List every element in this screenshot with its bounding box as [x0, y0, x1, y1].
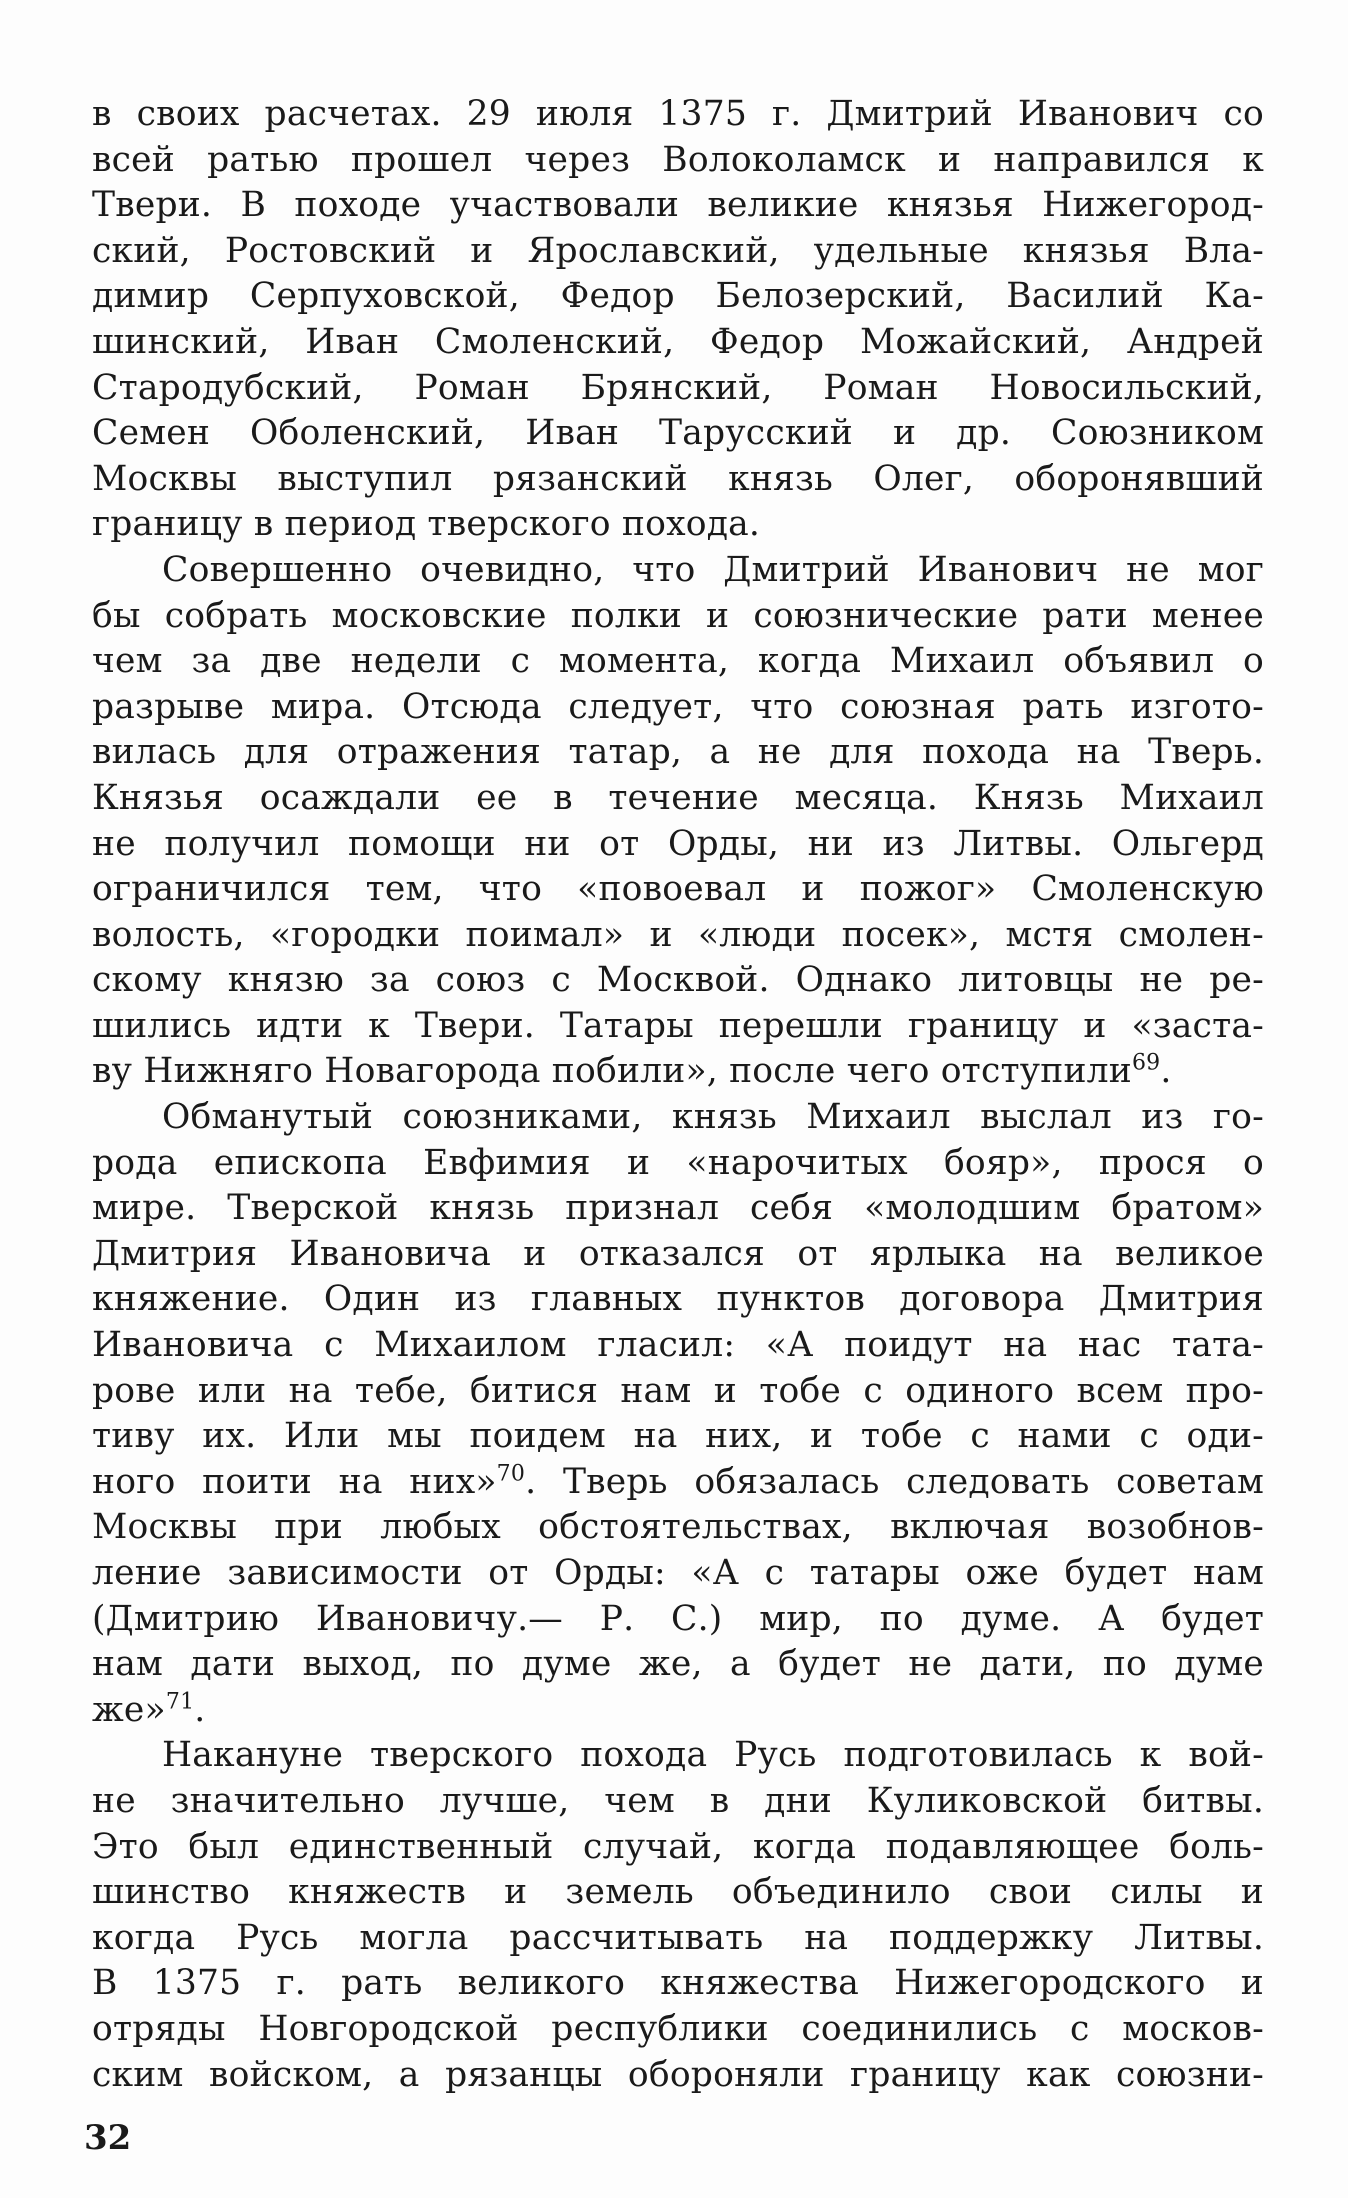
- line-text: Семен Оболенский, Иван Тарусский и др. Союзником: [92, 413, 1264, 454]
- line-text: ограничился тем, что «повоевал и пожог» Смоленскую: [92, 869, 1264, 910]
- text-line: [92, 1688, 1264, 1734]
- line-text: скому князю за союз с Москвой. Однако литовцы не ре-: [92, 960, 1264, 1001]
- line-text: ский, Ростовский и Ярославский, удельные князья Вла-: [92, 230, 1264, 271]
- text-line: [92, 138, 1264, 184]
- line-text: Москвы при любых обстоятельствах, включая возобнов-: [92, 1507, 1264, 1548]
- text-line: [92, 1733, 1264, 1779]
- text-line: [92, 958, 1264, 1004]
- text-line: [92, 274, 1264, 320]
- text-line: [92, 913, 1264, 959]
- line-text: вилась для отражения татар, а не для похода на Тверь.: [92, 732, 1264, 773]
- text-line: [92, 1870, 1264, 1916]
- line-text: (Дмитрию Ивановичу.— Р. С.) мир, по думе. А будет: [92, 1598, 1264, 1639]
- text-line: [92, 183, 1264, 229]
- line-text: в своих расчетах. 29 июля 1375 г. Дмитрий Иванович со: [92, 94, 1264, 134]
- footnote-ref: 71: [165, 1689, 195, 1715]
- line-text: Ивановича с Михаилом гласил: «А поидут на нас тата-: [92, 1325, 1264, 1366]
- text-line: [92, 320, 1264, 366]
- line-text: тиву их. Или мы поидем на них, и тобе с нами с оди-: [92, 1416, 1264, 1457]
- page-number: 32: [84, 2118, 132, 2158]
- text-line: [92, 411, 1264, 457]
- text-line: [92, 2053, 1264, 2099]
- text-line: [92, 457, 1264, 503]
- text-line: [92, 1779, 1264, 1825]
- text-line: [92, 1825, 1264, 1871]
- line-text: рове или на тебе, битися нам и тобе с одиного всем про-: [92, 1370, 1264, 1411]
- text-line: [92, 366, 1264, 412]
- line-text: волость, «городки поимал» и «люди посек», мстя смолен-: [92, 914, 1264, 955]
- line-text: шились идти к Твери. Татары перешли границу и «заста-: [92, 1005, 1264, 1046]
- text-line: [92, 1323, 1264, 1369]
- text-line: [92, 1642, 1264, 1688]
- text-line: [92, 1961, 1264, 2007]
- line-text: всей ратью прошел через Волоколамск и направился к: [92, 139, 1264, 180]
- text-line: [92, 1232, 1264, 1278]
- line-text: Накануне тверского похода Русь подготовилась к вой-: [162, 1735, 1264, 1776]
- text-column: [92, 92, 1264, 2098]
- text-line: [92, 1277, 1264, 1323]
- line-text: границу в период тверского похода.: [92, 504, 761, 545]
- line-text: Дмитрия Ивановича и отказался от ярлыка на великое: [92, 1233, 1264, 1274]
- text-line: [92, 639, 1264, 685]
- line-text: Москвы выступил рязанский князь Олег, оборонявший: [92, 458, 1264, 499]
- text-line: [92, 229, 1264, 275]
- line-text: нам дати выход, по думе же, а будет не дати, по думе: [92, 1644, 1264, 1685]
- text-line: [92, 1597, 1264, 1643]
- line-text: когда Русь могла рассчитывать на поддержку Литвы.: [92, 1917, 1264, 1958]
- line-text: Обманутый союзниками, князь Михаил выслал из го-: [162, 1097, 1264, 1138]
- line-text: Стародубский, Роман Брянский, Роман Новосильский,: [92, 367, 1264, 408]
- text-line: [92, 1916, 1264, 1962]
- text-line: [92, 776, 1264, 822]
- line-tail: .: [1160, 1051, 1172, 1092]
- footnote-ref: 69: [1131, 1050, 1161, 1076]
- line-text: ву Нижняго Новагорода побили», после чего отступили: [92, 1051, 1132, 1092]
- text-line: [92, 685, 1264, 731]
- text-line: [92, 502, 1264, 548]
- line-text: не получил помощи ни от Орды, ни из Литвы. Ольгерд: [92, 823, 1264, 864]
- line-text: димир Серпуховской, Федор Белозерский, Василий Ка-: [92, 276, 1264, 317]
- text-line: [92, 730, 1264, 776]
- line-text: шинство княжеств и земель объединило свои силы и: [92, 1872, 1264, 1913]
- line-text: мире. Тверской князь признал себя «молодшим братом»: [92, 1188, 1264, 1229]
- text-line: [92, 822, 1264, 868]
- line-text: княжение. Один из главных пунктов договора Дмитрия: [92, 1279, 1264, 1320]
- line-text: чем за две недели с момента, когда Михаил объявил о: [92, 641, 1264, 682]
- line-text: же»: [92, 1689, 166, 1730]
- line-text: Князья осаждали ее в течение месяца. Князь Михаил: [92, 777, 1264, 818]
- text-line: [92, 1505, 1264, 1551]
- line-text: рода епископа Евфимия и «нарочитых бояр», прося о: [92, 1142, 1264, 1183]
- text-line: [92, 1369, 1264, 1415]
- line-text: Это был единственный случай, когда подавляющее боль-: [92, 1826, 1264, 1867]
- line-text: Твери. В походе участвовали великие князья Нижегород-: [92, 185, 1264, 226]
- footnote-ref: 70: [496, 1461, 526, 1487]
- text-line: [92, 1551, 1264, 1597]
- text-line: [92, 1095, 1264, 1141]
- text-line: [92, 1049, 1264, 1095]
- line-text: В 1375 г. рать великого княжества Нижегородского и: [92, 1963, 1264, 2004]
- line-text: Совершенно очевидно, что Дмитрий Иванович не мог: [162, 549, 1264, 590]
- text-line: [92, 1186, 1264, 1232]
- text-line: [92, 2007, 1264, 2053]
- line-text: ление зависимости от Орды: «А с татары оже будет нам: [92, 1553, 1264, 1593]
- line-tail: .: [194, 1689, 206, 1730]
- line-text: ским войском, а рязанцы обороняли границу как союзни-: [92, 2054, 1264, 2095]
- line-text: шинский, Иван Смоленский, Федор Можайский, Андрей: [92, 321, 1264, 362]
- text-line: [92, 594, 1264, 640]
- text-line: [92, 1141, 1264, 1187]
- line-text: разрыве мира. Отсюда следует, что союзная рать изгото-: [92, 686, 1264, 727]
- line-text: отряды Новгородской республики соединились с москов-: [92, 2008, 1264, 2049]
- line-text: бы собрать московские полки и союзнические рати менее: [92, 595, 1264, 636]
- text-line: [92, 1004, 1264, 1050]
- line-text: ного поити на них»: [92, 1461, 497, 1502]
- text-line: [92, 92, 1264, 138]
- text-line: [92, 1414, 1264, 1460]
- text-line: [92, 1460, 1264, 1506]
- line-text: не значительно лучше, чем в дни Куликовской битвы.: [92, 1780, 1264, 1821]
- text-line: [92, 548, 1264, 594]
- text-line: [92, 867, 1264, 913]
- line-tail: . Тверь обязалась следовать советам: [525, 1461, 1264, 1502]
